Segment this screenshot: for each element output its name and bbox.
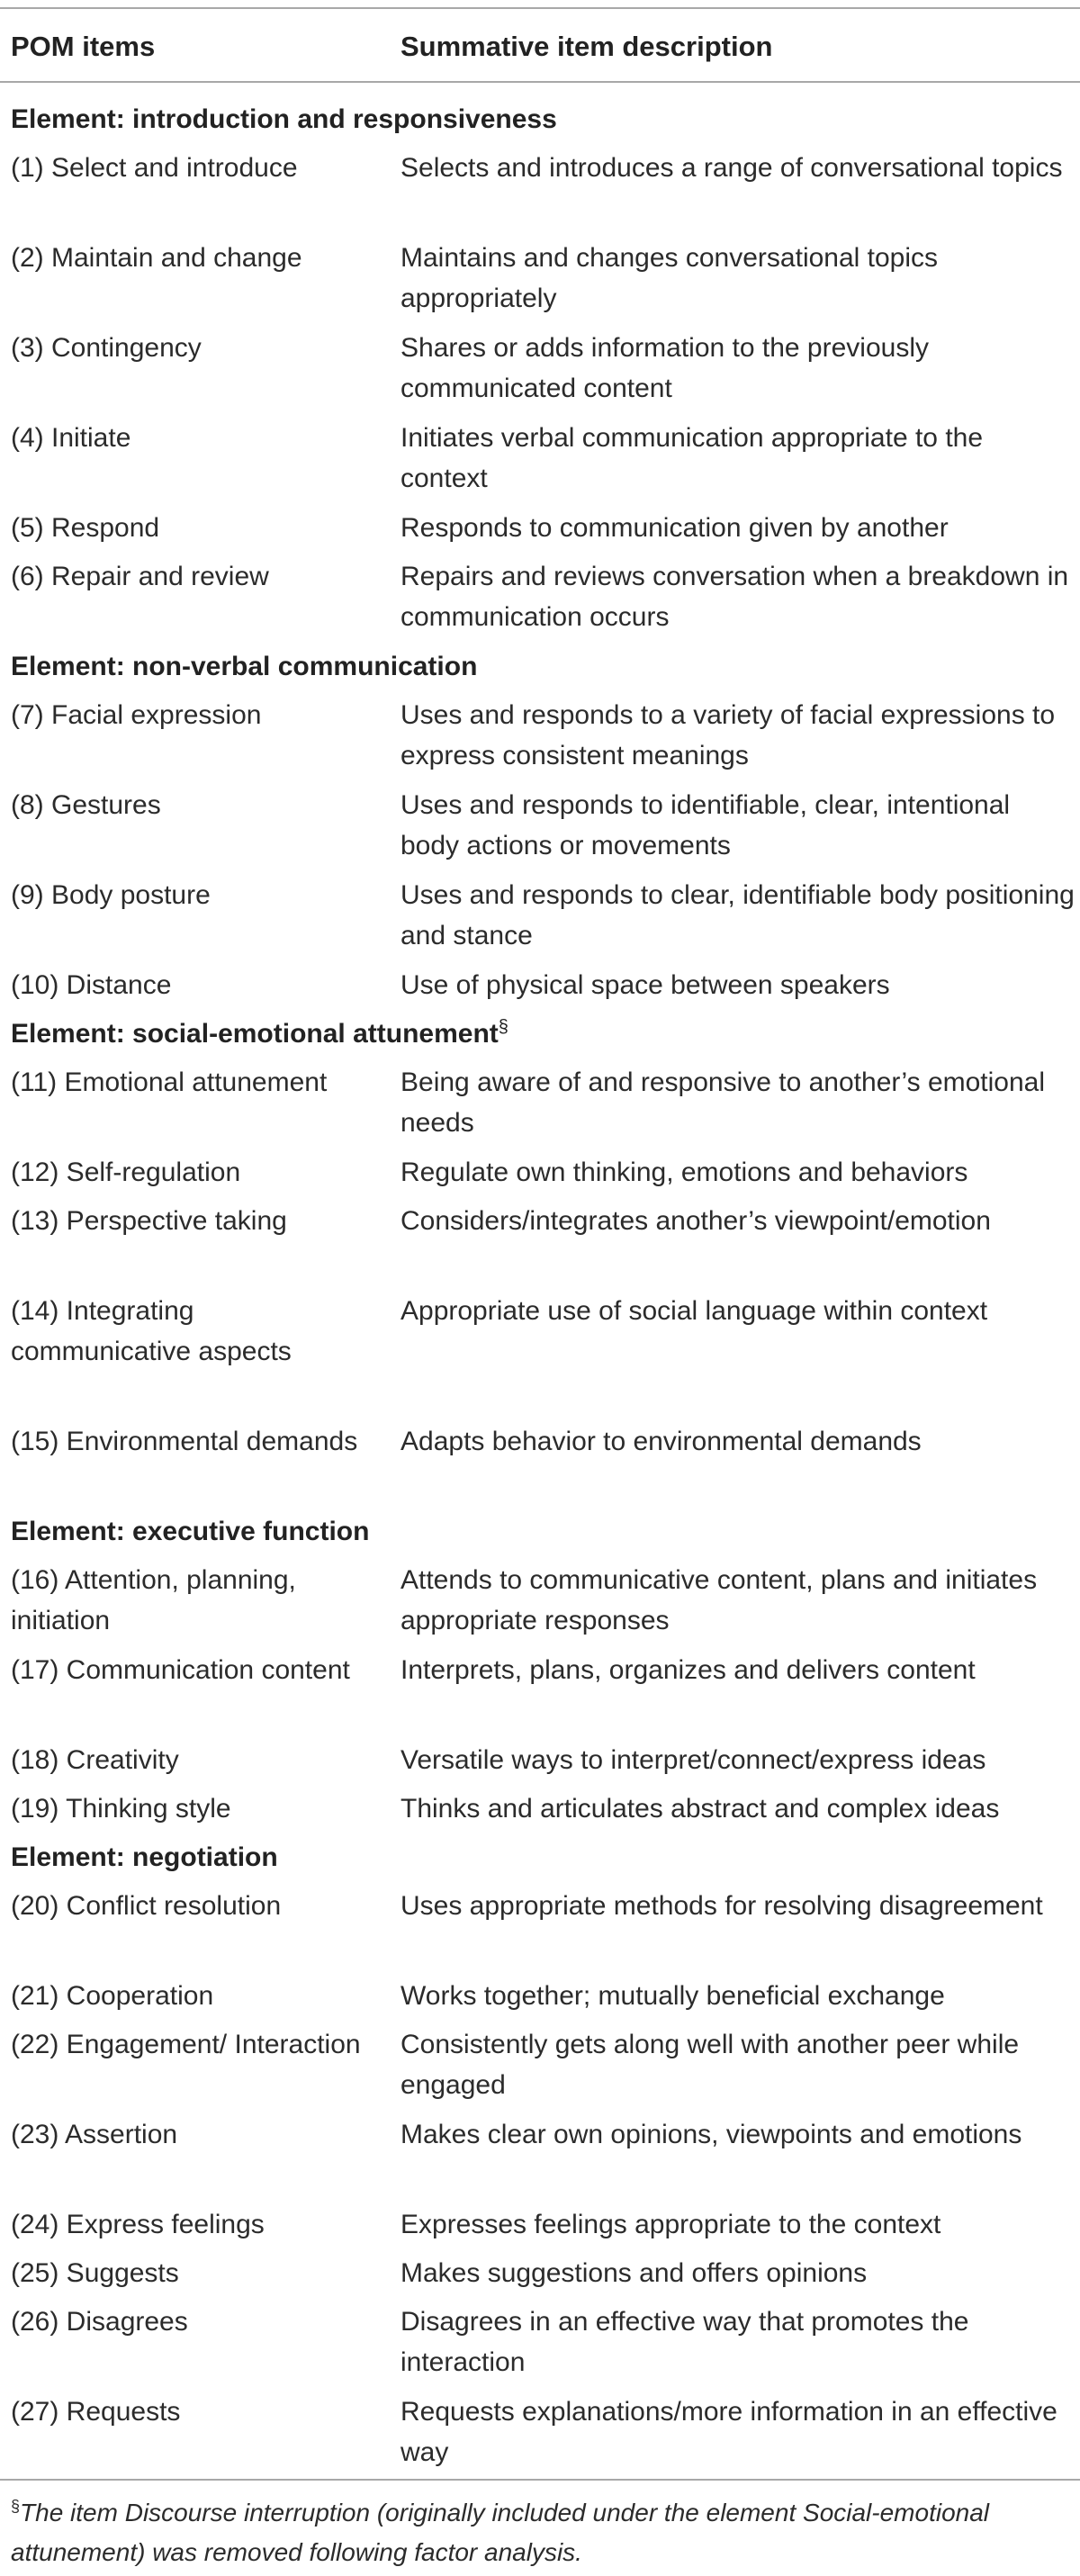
table-row <box>0 2391 1080 2481</box>
footnote-text: The item Discourse interruption (originally included under the element Social-emotional attunement) was removed following factor analysis. <box>11 2499 990 2566</box>
item-description-cell: Makes clear own opinions, viewpoints and emotions <box>400 2120 1022 2149</box>
element-heading <box>11 1013 1073 1054</box>
table-row <box>0 328 1080 418</box>
element-heading-row <box>0 646 1080 695</box>
item-description-cell: Interprets, plans, organizes and delivers content <box>400 1655 976 1685</box>
element-heading-text: Element: executive function <box>11 1517 370 1546</box>
pom-item-cell: (3) Contingency <box>11 333 202 363</box>
pom-item-cell: (9) Body posture <box>11 880 211 910</box>
table-row <box>0 1201 1080 1291</box>
pom-item-cell: (16) Attention, planning, initiation <box>11 1565 296 1635</box>
item-description-cell: Uses and responds to clear, identifiable body positioning and stance <box>400 880 1075 950</box>
pom-item-cell: (21) Cooperation <box>11 1981 214 2011</box>
table-row <box>0 875 1080 965</box>
pom-item-cell: (5) Respond <box>11 513 160 543</box>
table-body <box>0 99 1080 2481</box>
item-description-cell: Works together; mutually beneficial exchange <box>400 1981 945 2011</box>
element-heading-text: Element: social-emotional attunement <box>11 1019 499 1049</box>
pom-item-cell: (22) Engagement/ Interaction <box>11 2030 361 2059</box>
element-heading-row <box>0 1013 1080 1062</box>
item-description-cell: Thinks and articulates abstract and complex ideas <box>400 1794 1000 1824</box>
pom-item-cell: (23) Assertion <box>11 2120 178 2149</box>
footnote-reference-marker: § <box>498 1017 508 1037</box>
top-rule <box>0 7 1080 9</box>
item-description-cell: Considers/integrates another’s viewpoint/emotion <box>400 1206 991 1236</box>
table-row <box>0 418 1080 508</box>
table-row <box>0 2301 1080 2391</box>
pom-item-cell: (27) Requests <box>11 2397 181 2427</box>
pom-item-cell: (2) Maintain and change <box>11 243 302 273</box>
column-header-pom-items: POM items <box>11 31 156 62</box>
pom-item-cell: (14) Integrating communicative aspects <box>11 1296 292 1366</box>
element-heading <box>11 646 1073 687</box>
pom-item-cell: (25) Suggests <box>11 2258 179 2288</box>
pom-item-cell: (10) Distance <box>11 970 172 1000</box>
table-footnote <box>11 2493 1073 2572</box>
element-heading-row <box>0 1837 1080 1886</box>
item-description-cell: Uses and responds to identifiable, clear, intentional body actions or movements <box>400 790 1011 860</box>
table-row <box>0 2114 1080 2204</box>
table-row <box>0 1291 1080 1421</box>
item-description-cell: Versatile ways to interpret/connect/express ideas <box>400 1745 986 1775</box>
item-description-cell: Disagrees in an effective way that promotes the interaction <box>400 2307 969 2377</box>
element-heading <box>11 1837 1073 1878</box>
pom-item-cell: (20) Conflict resolution <box>11 1891 282 1921</box>
element-heading-text: Element: introduction and responsiveness <box>11 104 557 134</box>
pom-item-cell: (17) Communication content <box>11 1655 350 1685</box>
pom-item-cell: (15) Environmental demands <box>11 1427 358 1456</box>
item-description-cell: Consistently gets along well with another peer while engaged <box>400 2030 1020 2100</box>
pom-item-cell: (11) Emotional attunement <box>11 1067 328 1097</box>
item-description-cell: Regulate own thinking, emotions and behaviors <box>400 1157 968 1187</box>
table-row <box>0 2024 1080 2114</box>
table-row <box>0 238 1080 328</box>
table-row <box>0 1062 1080 1152</box>
pom-item-cell: (26) Disagrees <box>11 2307 188 2337</box>
table-row <box>0 1886 1080 1976</box>
item-description-cell: Uses appropriate methods for resolving disagreement <box>400 1891 1043 1921</box>
bottom-rule <box>0 2479 1080 2481</box>
item-description-cell: Being aware of and responsive to another’s emotional needs <box>400 1067 1046 1138</box>
item-description-cell: Appropriate use of social language within context <box>400 1296 988 1326</box>
item-description-cell: Shares or adds information to the previously communicated content <box>400 333 929 403</box>
table-row <box>0 1740 1080 1788</box>
table-row <box>0 695 1080 785</box>
pom-item-cell: (8) Gestures <box>11 790 161 820</box>
element-heading <box>11 1511 1073 1552</box>
item-description-cell: Repairs and reviews conversation when a breakdown in communication occurs <box>400 562 1069 632</box>
element-heading-text: Element: negotiation <box>11 1842 278 1872</box>
table-row <box>0 785 1080 875</box>
item-description-cell: Selects and introduces a range of conversational topics <box>400 153 1063 183</box>
table-row <box>0 1560 1080 1650</box>
item-description-cell: Requests explanations/more information in an effective way <box>400 2397 1058 2467</box>
item-description-cell: Attends to communicative content, plans and initiates appropriate responses <box>400 1565 1038 1635</box>
pom-item-cell: (1) Select and introduce <box>11 153 298 183</box>
item-description-cell: Uses and responds to a variety of facial expressions to express consistent meanings <box>400 700 1056 770</box>
item-description-cell: Use of physical space between speakers <box>400 970 890 1000</box>
table-row <box>0 1421 1080 1511</box>
footnote-marker: § <box>11 2497 21 2516</box>
table-row <box>0 2204 1080 2253</box>
element-heading-row <box>0 1511 1080 1560</box>
pom-item-cell: (4) Initiate <box>11 423 131 453</box>
header-rule <box>0 81 1080 83</box>
table-row <box>0 508 1080 556</box>
pom-item-cell: (18) Creativity <box>11 1745 179 1775</box>
item-description-cell: Expresses feelings appropriate to the context <box>400 2210 941 2239</box>
table-row <box>0 1152 1080 1201</box>
pom-item-cell: (19) Thinking style <box>11 1794 231 1824</box>
table-row <box>0 556 1080 646</box>
column-header-description: Summative item description <box>400 31 773 62</box>
pom-item-cell: (12) Self-regulation <box>11 1157 241 1187</box>
element-heading-row <box>0 99 1080 148</box>
table-row <box>0 1788 1080 1837</box>
item-description-cell: Maintains and changes conversational topics appropriately <box>400 243 939 313</box>
item-description-cell: Makes suggestions and offers opinions <box>400 2258 868 2288</box>
item-description-cell: Adapts behavior to environmental demands <box>400 1427 922 1456</box>
item-description-cell: Initiates verbal communication appropriate to the context <box>400 423 984 493</box>
table-row <box>0 1976 1080 2024</box>
element-heading <box>11 99 1073 140</box>
pom-item-cell: (24) Express feelings <box>11 2210 265 2239</box>
table-row <box>0 1650 1080 1740</box>
item-description-cell: Responds to communication given by another <box>400 513 949 543</box>
pom-item-cell: (13) Perspective taking <box>11 1206 287 1236</box>
element-heading-text: Element: non-verbal communication <box>11 652 478 681</box>
table-row <box>0 965 1080 1013</box>
table-row <box>0 148 1080 238</box>
pom-item-cell: (7) Facial expression <box>11 700 262 730</box>
table-row <box>0 2253 1080 2301</box>
pom-item-cell: (6) Repair and review <box>11 562 269 591</box>
